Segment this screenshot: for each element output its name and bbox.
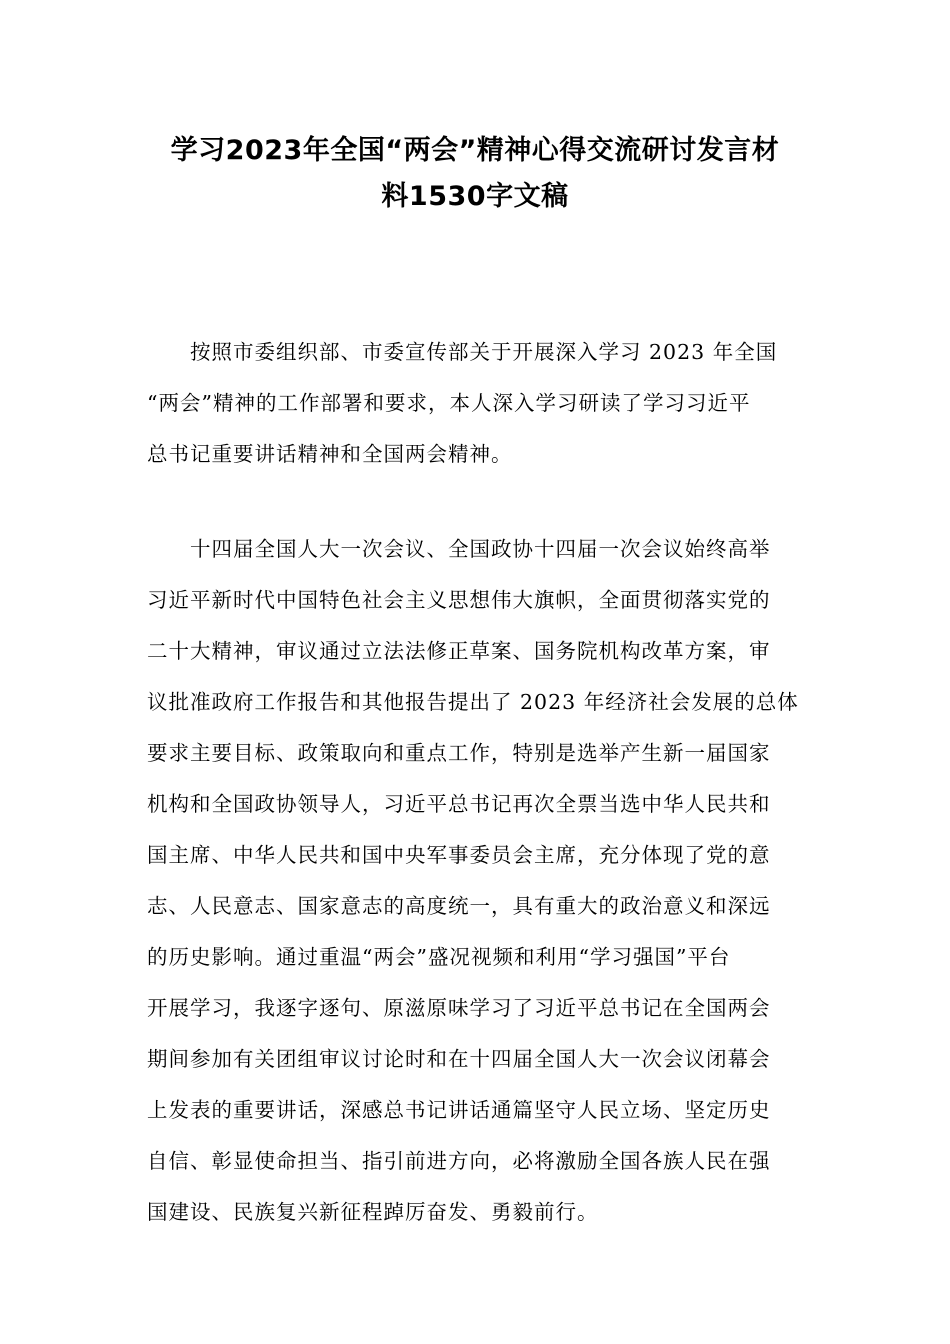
paragraph-line: 要求主要目标、政策取向和重点工作，特别是选举产生新一届国家 — [147, 741, 771, 765]
paragraph-line: 志、人民意志、国家意志的高度统一，具有重大的政治意义和深远 — [147, 894, 771, 918]
paragraph-line: 上发表的重要讲话，深感总书记讲话通篇坚守人民立场、坚定历史 — [147, 1098, 771, 1122]
title-line: 料1530字文稿 — [381, 181, 569, 212]
paragraph-line: 国主席、中华人民共和国中央军事委员会主席，充分体现了党的意 — [147, 843, 771, 867]
document-title — [140, 128, 810, 220]
paragraph-line: 十四届全国人大一次会议、全国政协十四届一次会议始终高举 — [147, 537, 771, 561]
paragraph-line: 的历史影响。通过重温“两会”盛况视频和利用“学习强国”平台 — [147, 945, 731, 969]
paragraph-intro — [147, 327, 810, 480]
paragraph-line: 按照市委组织部、市委宣传部关于开展深入学习 2023 年全国 — [147, 340, 778, 364]
paragraph-line: 开展学习，我逐字逐句、原滋原味学习了习近平总书记在全国两会 — [147, 996, 771, 1020]
paragraph-line: 国建设、民族复兴新征程踔厉奋发、勇毅前行。 — [147, 1200, 599, 1224]
paragraph-line: 期间参加有关团组审议讨论时和在十四届全国人大一次会议闭幕会 — [147, 1047, 771, 1071]
paragraph-line: 自信、彰显使命担当、指引前进方向，必将激励全国各族人民在强 — [147, 1149, 771, 1173]
paragraph-line: 机构和全国政协领导人，习近平总书记再次全票当选中华人民共和 — [147, 792, 771, 816]
paragraph-line: 总书记重要讲话精神和全国两会精神。 — [147, 442, 513, 466]
paragraph-body — [147, 524, 810, 1238]
paragraph-line: 习近平新时代中国特色社会主义思想伟大旗帜，全面贯彻落实党的 — [147, 588, 771, 612]
paragraph-line: 二十大精神，审议通过立法法修正草案、国务院机构改革方案，审 — [147, 639, 771, 663]
paragraph-line: “两会”精神的工作部署和要求，本人深入学习研读了学习习近平 — [147, 391, 751, 415]
paragraph-line: 议批准政府工作报告和其他报告提出了 2023 年经济社会发展的总体 — [147, 690, 799, 714]
title-line: 学习2023年全国“两会”精神心得交流研讨发言材 — [170, 135, 780, 166]
